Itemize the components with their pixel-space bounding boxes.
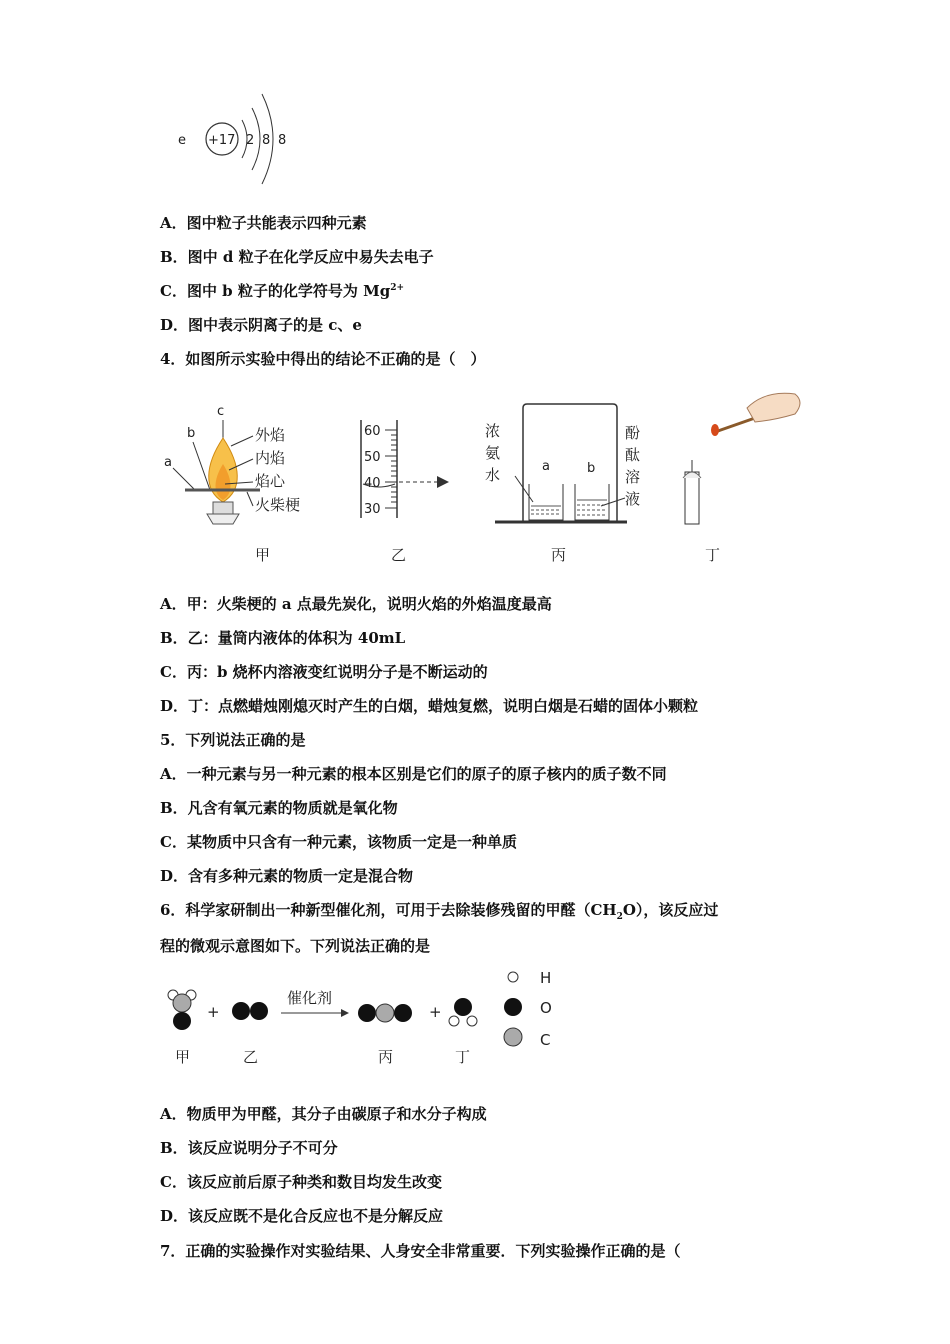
svg-text:水: 水	[485, 466, 501, 484]
svg-text:乙: 乙	[243, 1048, 259, 1066]
svg-text:丙: 丙	[378, 1048, 394, 1066]
atom-shell-3: 8	[278, 133, 287, 148]
svg-text:30: 30	[364, 502, 381, 517]
q6-option-c: C．该反应前后原子种类和数目均发生改变	[160, 1173, 442, 1191]
caption-jia: 甲	[255, 546, 271, 564]
molecule-bing	[358, 1004, 412, 1066]
q4-experiment-figure	[155, 380, 805, 580]
q3-option-b: B．图中 d 粒子在化学反应中易失去电子	[160, 248, 434, 266]
q4-option-c: C．丙：b 烧杯内溶液变红说明分子是不断运动的	[160, 663, 488, 681]
svg-text:a: a	[164, 455, 172, 470]
q5-option-b: B．凡含有氧元素的物质就是氧化物	[160, 799, 398, 817]
svg-text:甲: 甲	[175, 1048, 191, 1066]
candle-diagram	[683, 393, 800, 564]
atom-shell-2: 8	[262, 133, 271, 148]
cylinder-diagram	[361, 420, 449, 564]
q5-option-c: C．某物质中只含有一种元素，该物质一定是一种单质	[160, 833, 517, 851]
q3-option-c: C．图中 b 粒子的化学符号为 $Mg^{2+}$	[160, 282, 404, 300]
svg-text:c: c	[217, 404, 225, 419]
q5-question: 5．下列说法正确的是	[160, 731, 306, 749]
svg-text:酚: 酚	[625, 424, 641, 442]
svg-text:焰心: 焰心	[255, 472, 286, 490]
atom-legend	[504, 969, 552, 1049]
molecule-jia	[168, 990, 196, 1066]
q5-option-d: D．含有多种元素的物质一定是混合物	[160, 867, 414, 885]
q6-reaction-figure	[155, 965, 575, 1075]
q4-option-b: B．乙：量筒内液体的体积为 40mL	[160, 629, 406, 647]
svg-text:60: 60	[364, 424, 381, 439]
svg-text:溶: 溶	[625, 468, 641, 486]
caption-ding: 丁	[705, 546, 721, 564]
atom-shell-1: 2	[246, 133, 255, 148]
q7-question: 7．正确的实验操作对实验结果、人身安全非常重要．下列实验操作正确的是（	[160, 1242, 681, 1260]
svg-text:火柴梗: 火柴梗	[255, 496, 301, 514]
svg-text:外焰: 外焰	[255, 426, 286, 444]
q3-option-a: A．图中粒子共能表示四种元素	[160, 214, 367, 232]
caption-bing: 丙	[551, 546, 567, 564]
atom-structure-figure	[170, 80, 310, 195]
q4-option-d: D．丁：点燃蜡烛刚熄灭时产生的白烟，蜡烛复燃，说明白烟是石蜡的固体小颗粒	[160, 697, 699, 715]
caption-yi: 乙	[391, 546, 407, 564]
svg-text:b: b	[187, 426, 196, 441]
svg-text:内焰: 内焰	[255, 449, 286, 467]
q6-option-a: A．物质甲为甲醛，其分子由碳原子和水分子构成	[160, 1105, 487, 1123]
svg-text:C: C	[540, 1031, 551, 1049]
q5-option-a: A．一种元素与另一种元素的根本区别是它们的原子的原子核内的质子数不同	[160, 765, 667, 783]
svg-text:液: 液	[625, 490, 641, 508]
q6-option-b: B．该反应说明分子不可分	[160, 1139, 338, 1157]
svg-text:b: b	[587, 461, 596, 476]
catalyst-label: 催化剂	[287, 989, 333, 1007]
svg-text:+: +	[429, 1003, 442, 1021]
q4-question: 4．如图所示实验中得出的结论不正确的是（ ）	[160, 350, 486, 368]
svg-text:H: H	[540, 969, 552, 987]
svg-text:氨: 氨	[485, 444, 501, 462]
molecule-yi	[232, 1002, 268, 1066]
q6-option-d: D．该反应既不是化合反应也不是分解反应	[160, 1207, 444, 1225]
atom-label: e	[178, 133, 186, 148]
svg-text:酞: 酞	[625, 446, 641, 464]
atom-nucleus: +17	[208, 133, 236, 148]
q6-question-line2: 程的微观示意图如下。下列说法正确的是	[160, 937, 431, 955]
svg-text:40: 40	[364, 476, 381, 491]
q4-option-a: A．甲：火柴梗的 a 点最先炭化，说明火焰的外焰温度最高	[160, 595, 552, 613]
svg-text:a: a	[542, 459, 550, 474]
svg-text:50: 50	[364, 450, 381, 465]
bell-jar-diagram	[485, 404, 640, 564]
svg-text:丁: 丁	[455, 1048, 471, 1066]
svg-text:浓: 浓	[485, 422, 501, 440]
svg-text:O: O	[540, 999, 552, 1017]
flame-diagram	[164, 404, 300, 564]
svg-text:+: +	[207, 1003, 220, 1021]
q6-question: 6．科学家研制出一种新型催化剂，可用于去除装修残留的甲醛$(CH_2O)$，该反应过	[160, 901, 719, 922]
q3-option-d: D．图中表示阴离子的是 c、e	[160, 316, 362, 334]
molecule-ding	[449, 998, 477, 1066]
